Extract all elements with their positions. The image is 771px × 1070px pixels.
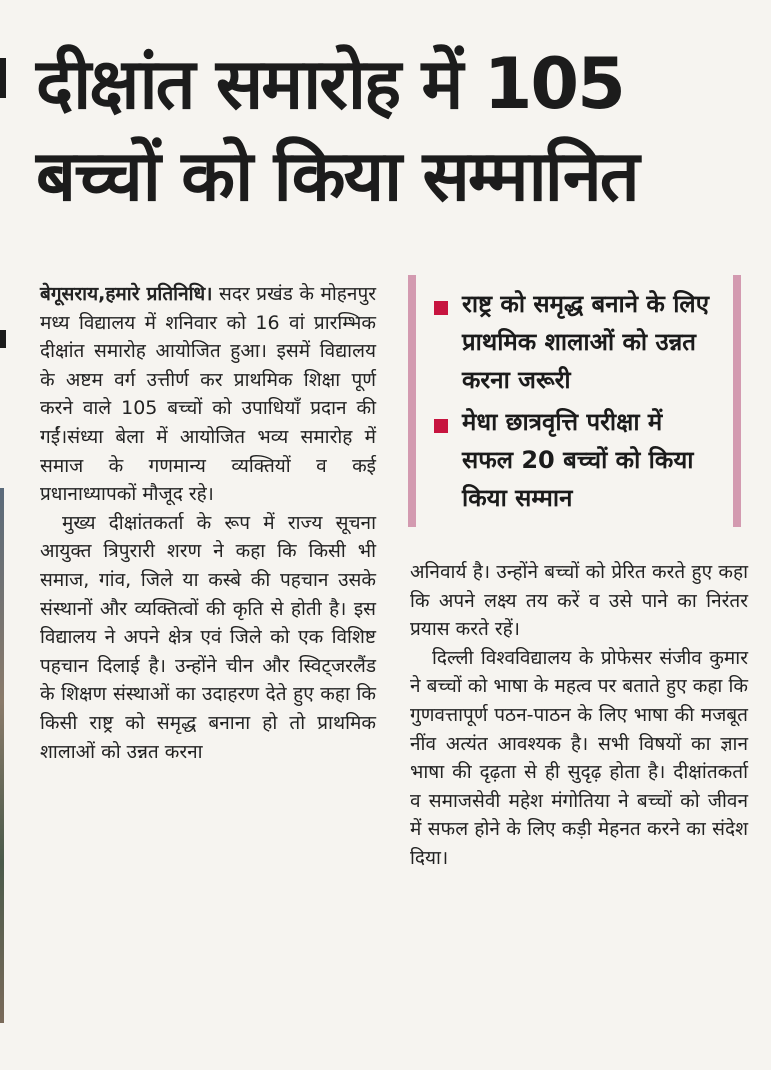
highlight-item xyxy=(434,403,717,517)
next-headline-cutoff xyxy=(36,1030,756,1070)
left-edge-mark-mid xyxy=(0,330,6,348)
highlight-item xyxy=(434,285,717,399)
headline-line-2: बच्चों को किया सम्मानित xyxy=(36,135,638,217)
left-edge-mark-top xyxy=(0,58,6,98)
highlight-text: राष्ट्र को समृद्ध बनाने के लिए प्राथमिक शालाओं को उन्नत करना जरूरी xyxy=(462,290,709,394)
article-paragraph: मुख्य दीक्षांतकर्ता के रूप में राज्य सूचना आयुक्त त्रिपुरारी शरण ने कहा कि किसी भी समाज, गांव, जिले या कस्बे की पहचान उसके संस्थानों और व्यक्तित्वों की कृति से होती है। इस विद्यालय ने अपने क्षेत्र एवं जिले को एक विशिष्ट पहचान दिलाई है। उन्होंने चीन और स्विट्जरलैंड के शिक्षण संस्थाओं का उदाहरण देते हुए कहा कि किसी राष्ट्र को समृद्ध बनाना हो तो प्राथमिक शालाओं को उन्नत करना xyxy=(40,511,376,763)
highlights-box xyxy=(408,275,741,527)
square-bullet-icon xyxy=(434,301,448,315)
square-bullet-icon xyxy=(434,419,448,433)
headline xyxy=(36,38,761,222)
adjacent-photo-edge xyxy=(0,488,4,1023)
dateline: बेगूसराय,हमारे प्रतिनिधि। xyxy=(40,283,213,305)
article-paragraph xyxy=(40,280,376,509)
article-paragraph: अनिवार्य है। उन्होंने बच्चों को प्रेरित करते हुए कहा कि अपने लक्ष्य तय करें व उसे पाने का निरंतर प्रयास करते रहें। xyxy=(410,561,748,641)
article-column-right xyxy=(410,558,748,873)
headline-line-1: दीक्षांत समारोह में 105 xyxy=(36,43,624,125)
article-column-left xyxy=(40,280,376,766)
article-paragraph: दिल्ली विश्वविद्यालय के प्रोफेसर संजीव कुमार ने बच्चों को भाषा के महत्व पर बताते हुए कहा कि गुणवत्तापूर्ण पठन-पाठन के लिए भाषा की मजबूत नींव अत्यंत आवश्यक है। सभी विषयों का ज्ञान भाषा की दृढ़ता से ही सुदृढ़ होता है। दीक्षांतकर्ता व समाजसेवी महेश मंगोतिया ने बच्चों को जीवन में सफल होने के लिए कड़ी मेहनत करने का संदेश दिया। xyxy=(410,646,748,869)
highlight-text: मेधा छात्रवृत्ति परीक्षा में सफल 20 बच्चों को किया किया सम्मान xyxy=(462,408,694,512)
paragraph-text: सदर प्रखंड के मोहनपुर मध्य विद्यालय में शनिवार को 16 वां प्रारम्भिक दीक्षांत समारोह आयोजित हुआ। इसमें विद्यालय के अष्टम वर्ग उत्तीर्ण कर प्राथमिक शिक्षा पूर्ण करने वाले 105 बच्चों को उपाधियाँ प्रदान की गईं।संध्या बेला में आयोजित भव्य समारोह में समाज के गणमान्य व्यक्तियों व कई प्रधानाध्यापकों मौजूद रहे। xyxy=(40,283,377,506)
